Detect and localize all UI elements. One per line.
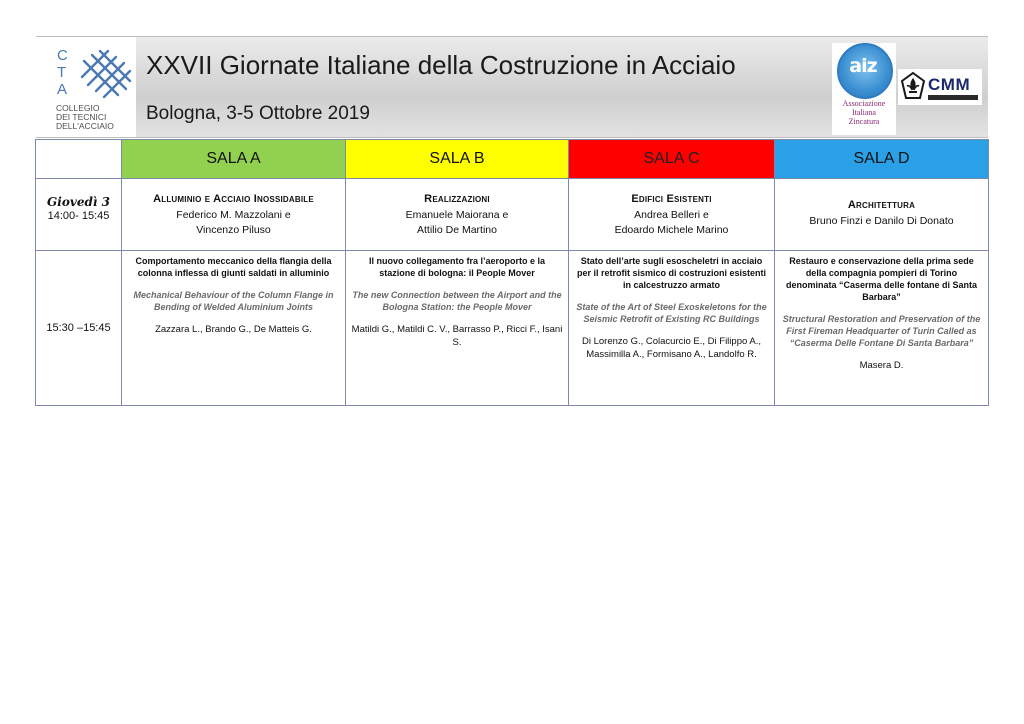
- aiz-logo-mark: aiz: [849, 55, 877, 77]
- session-row: [36, 179, 989, 251]
- corner-cell: [36, 140, 122, 179]
- cmm-logo-bar: [928, 95, 978, 100]
- aiz-logo-caption: [832, 99, 896, 126]
- aiz-caption-line-2: Italiana: [852, 108, 876, 117]
- aiz-caption-line-1: Associazione: [842, 99, 886, 108]
- page-header: [36, 36, 988, 138]
- talk-title-en: Structural Restoration and Preservation of the First Fireman Headquarter of Turin Called as “Caserma Delle Fontane Di Santa Barbara”: [782, 314, 981, 348]
- slot-time: 15:30 –15:45: [36, 251, 122, 406]
- session-chairs: [352, 208, 562, 238]
- cta-letter-c: C: [57, 47, 68, 64]
- aiz-logo: [832, 43, 896, 135]
- talk-title-en: State of the Art of Steel Exoskeletons for the Seismic Retrofit of Existing RC Buildings: [576, 302, 767, 324]
- session-c: [569, 179, 775, 251]
- chair-line: Emanuele Maiorana e: [405, 209, 509, 221]
- room-header-c: [569, 140, 775, 179]
- cta-logo-mark: [52, 47, 142, 131]
- page-title: XXVII Giornate Italiane della Costruzione in Acciaio: [146, 50, 736, 80]
- talk-row: [36, 251, 989, 406]
- page-subtitle: Bologna, 3-5 Ottobre 2019: [146, 103, 370, 124]
- room-header-d: [775, 140, 989, 179]
- talk-b: [346, 251, 569, 406]
- chair-line: Vincenzo Piluso: [196, 224, 271, 236]
- chair-line: Federico M. Mazzolani e: [176, 209, 291, 221]
- talk-authors: Masera D.: [859, 360, 904, 371]
- session-title: Alluminio e Acciaio Inossidabile: [153, 193, 314, 205]
- chair-line: Bruno Finzi e Danilo Di Donato: [809, 215, 954, 227]
- cta-logo: [36, 37, 136, 137]
- session-chairs: [575, 208, 768, 238]
- rooms-header-row: [36, 140, 989, 179]
- talk-title-en: Mechanical Behaviour of the Column Flange in Bending of Welded Aluminium Joints: [133, 290, 334, 312]
- talk-title-it: Stato dell’arte sugli esoscheletri in acciaio per il retrofit sismico di costruzioni esistenti in calcestruzzo armato: [576, 256, 767, 290]
- chair-line: Edoardo Michele Marino: [614, 224, 729, 236]
- room-header-b: [346, 140, 569, 179]
- cta-letter-a: A: [57, 81, 68, 98]
- aiz-caption-line-3: Zincatura: [848, 117, 880, 126]
- talk-authors: Matildi G., Matildi C. V., Barrasso P., Ricci F., Isani S.: [351, 324, 563, 348]
- schedule-table: [35, 139, 989, 406]
- cta-line-3: DELL'ACCIAIO: [56, 121, 114, 131]
- session-title: Realizzazioni: [424, 193, 490, 205]
- room-label: SALA B: [429, 150, 485, 167]
- chair-line: Andrea Belleri e: [634, 209, 709, 221]
- talk-a: [122, 251, 346, 406]
- session-a: [122, 179, 346, 251]
- fleur-de-lis-icon: [900, 71, 926, 101]
- cta-logo-text: [56, 104, 114, 131]
- chair-line: Attilio De Martino: [417, 224, 497, 236]
- day-time: 14:00- 15:45: [47, 210, 110, 222]
- session-b: [346, 179, 569, 251]
- room-label: SALA D: [853, 150, 910, 167]
- room-header-a: [122, 140, 346, 179]
- session-chairs: [128, 208, 339, 238]
- talk-d: [775, 251, 989, 406]
- talk-title-it: Comportamento meccanico della flangia della colonna inflessa di giunti saldati in alluminio: [135, 256, 332, 278]
- cmm-logo: [898, 69, 982, 105]
- talk-title-it: Il nuovo collegamento fra l’aeroporto e la stazione di bologna: il People Mover: [368, 256, 546, 278]
- cta-line-2: DEI TECNICI: [56, 112, 107, 122]
- cta-letter-t: T: [57, 64, 67, 81]
- talk-authors: Di Lorenzo G., Colacurcio E., Di Filippo A., Massimilla A., Formisano A., Landolfo R.: [582, 336, 761, 360]
- talk-c: [569, 251, 775, 406]
- day-name: Giovedì 3: [47, 195, 110, 209]
- talk-title-en: The new Connection between the Airport and the Bologna Station: the People Mover: [352, 290, 562, 312]
- talk-authors: Zazzara L., Brando G., De Matteis G.: [155, 324, 312, 335]
- session-title: Architettura: [847, 199, 916, 211]
- session-d: [775, 179, 989, 251]
- session-chairs: [781, 214, 982, 229]
- cta-line-1: COLLEGIO: [56, 103, 100, 113]
- steel-grid-icon: [78, 47, 134, 99]
- room-label: SALA A: [206, 150, 261, 167]
- day-cell: [36, 179, 122, 251]
- session-title: Edifici Esistenti: [631, 193, 712, 205]
- room-label: SALA C: [643, 150, 700, 167]
- cmm-logo-mark: CMM: [928, 75, 971, 94]
- talk-title-it: Restauro e conservazione della prima sede della compagnia pompieri di Torino denominata “Caserma delle fontane di Santa Barbara”: [785, 256, 978, 302]
